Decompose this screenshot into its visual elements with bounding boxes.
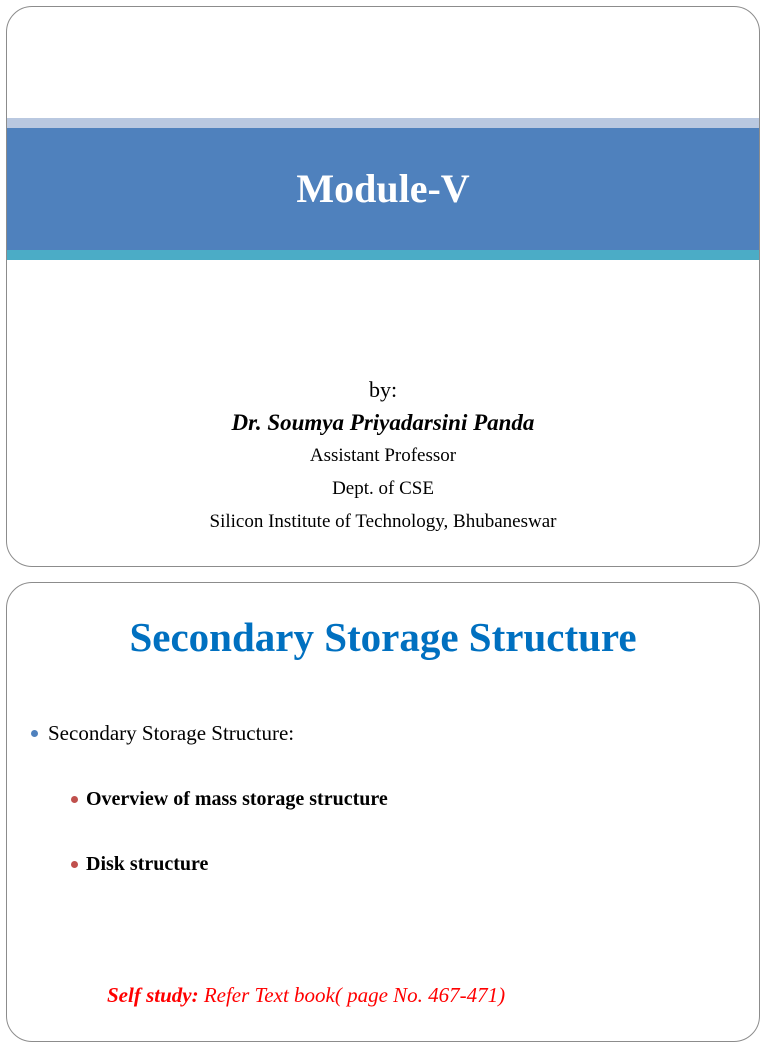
slide-heading: Secondary Storage Structure <box>129 614 637 660</box>
sub-bullet-item <box>71 788 388 811</box>
self-study-text: Refer Text book( page No. 467-471) <box>198 983 506 1007</box>
author-name: Dr. Soumya Priyadarsini Panda <box>231 410 535 435</box>
sub-bullet-text: Overview of mass storage structure <box>86 788 388 810</box>
slide-content <box>6 582 760 1042</box>
by-label: by: <box>368 377 398 402</box>
author-department: Dept. of CSE <box>332 478 434 499</box>
module-title: Module-V <box>296 166 470 211</box>
self-study-note <box>107 983 505 1008</box>
bullet-dot-icon <box>31 730 38 737</box>
bullet-text: Secondary Storage Structure: <box>48 721 295 745</box>
title-band <box>7 128 759 250</box>
sub-bullet-dot-icon <box>71 796 78 803</box>
self-study-label: Self study: <box>107 983 199 1007</box>
title-band-bottom-stripe <box>7 250 759 260</box>
author-institute: Silicon Institute of Technology, Bhubaneswar <box>209 511 557 532</box>
sub-bullet-item <box>71 853 208 876</box>
title-band-top-stripe <box>7 118 759 128</box>
author-designation: Assistant Professor <box>309 445 457 466</box>
sub-bullet-text: Disk structure <box>86 853 209 875</box>
slide-title <box>6 6 760 567</box>
sub-bullet-dot-icon <box>71 861 78 868</box>
author-block <box>7 373 759 538</box>
bullet-item <box>31 721 294 746</box>
